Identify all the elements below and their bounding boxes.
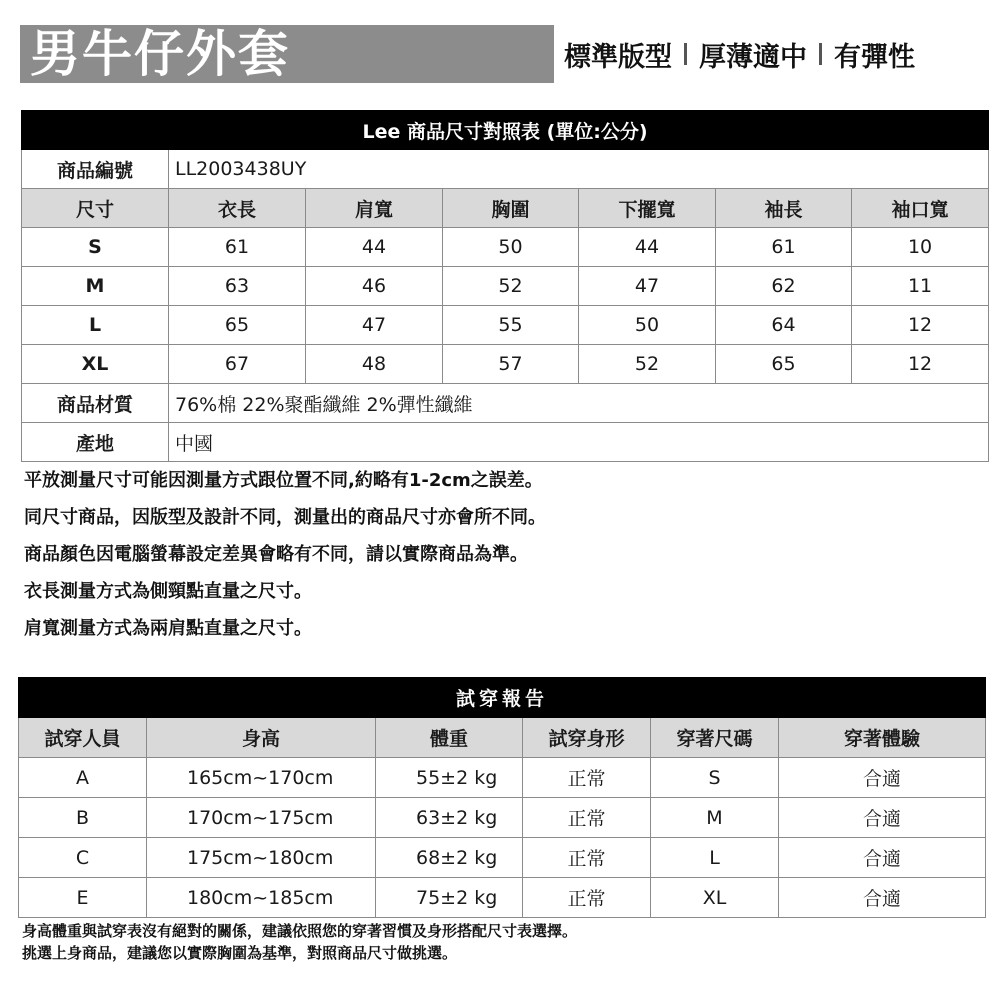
size-label: XL	[22, 345, 169, 384]
origin-row	[22, 423, 989, 462]
size-value: 10	[852, 228, 989, 267]
trial-cell: E	[19, 878, 147, 918]
size-value: 46	[306, 267, 443, 306]
trial-cell: 正常	[523, 878, 651, 918]
size-value: 55	[443, 306, 579, 345]
size-value: 47	[579, 267, 716, 306]
measurement-notes	[24, 462, 546, 647]
trial-cell: 170cm~175cm	[147, 798, 376, 838]
size-value: 65	[169, 306, 306, 345]
material-value: 76%棉 22%聚酯纖維 2%彈性纖維	[169, 384, 989, 423]
size-value: 11	[852, 267, 989, 306]
tag-divider	[684, 43, 687, 65]
trial-cell: S	[651, 758, 779, 798]
trial-column-header: 身高	[147, 718, 376, 758]
size-chart-table	[21, 110, 989, 462]
trial-column-header: 體重	[376, 718, 523, 758]
trial-cell: 55±2 kg	[376, 758, 523, 798]
trial-cell: 合適	[779, 758, 986, 798]
size-value: 52	[579, 345, 716, 384]
size-value: 61	[169, 228, 306, 267]
trial-column-header: 穿著體驗	[779, 718, 986, 758]
size-row	[22, 345, 989, 384]
footnote-item: 挑選上身商品，建議您以實際胸圍為基準，對照商品尺寸做挑選。	[22, 944, 458, 962]
size-column-header: 下擺寬	[579, 189, 716, 228]
trial-column-header: 試穿身形	[523, 718, 651, 758]
trial-cell: A	[19, 758, 147, 798]
trial-cell: 165cm~170cm	[147, 758, 376, 798]
origin-label: 產地	[22, 423, 169, 462]
material-row	[22, 384, 989, 423]
size-value: 52	[443, 267, 579, 306]
tag-divider	[819, 43, 822, 65]
product-code-value: LL2003438UY	[169, 150, 989, 189]
size-column-header: 肩寬	[306, 189, 443, 228]
product-code-label: 商品編號	[22, 150, 169, 189]
trial-cell: L	[651, 838, 779, 878]
size-label: S	[22, 228, 169, 267]
size-column-header: 胸圍	[443, 189, 579, 228]
size-value: 63	[169, 267, 306, 306]
size-value: 64	[716, 306, 852, 345]
trial-table-caption-row	[19, 678, 986, 718]
note-item: 衣長測量方式為側頸點直量之尺寸。	[24, 581, 312, 602]
size-value: 12	[852, 306, 989, 345]
size-value: 50	[579, 306, 716, 345]
trial-table-body	[19, 758, 986, 918]
material-label: 商品材質	[22, 384, 169, 423]
trial-row	[19, 878, 986, 918]
trial-cell: B	[19, 798, 147, 838]
note-item: 肩寬測量方式為兩肩點直量之尺寸。	[24, 618, 312, 639]
trial-cell: 63±2 kg	[376, 798, 523, 838]
trial-cell: 合適	[779, 838, 986, 878]
trial-column-header: 穿著尺碼	[651, 718, 779, 758]
size-table-caption: Lee 商品尺寸對照表 (單位:公分)	[22, 111, 989, 150]
size-value: 61	[716, 228, 852, 267]
size-table-header	[22, 189, 989, 228]
trial-cell: 合適	[779, 798, 986, 838]
tag-fit: 標準版型	[564, 41, 672, 73]
trial-cell: C	[19, 838, 147, 878]
size-value: 57	[443, 345, 579, 384]
size-column-header: 袖長	[716, 189, 852, 228]
size-value: 50	[443, 228, 579, 267]
size-value: 44	[579, 228, 716, 267]
size-label: M	[22, 267, 169, 306]
trial-cell: 正常	[523, 798, 651, 838]
trial-cell: 合適	[779, 878, 986, 918]
product-code-row	[22, 150, 989, 189]
note-item: 平放測量尺寸可能因測量方式跟位置不同,約略有1-2cm之誤差。	[24, 470, 543, 491]
fit-footnotes	[22, 920, 577, 964]
origin-value: 中國	[169, 423, 989, 462]
trial-cell: M	[651, 798, 779, 838]
trial-cell: 180cm~185cm	[147, 878, 376, 918]
tag-thickness: 厚薄適中	[699, 41, 807, 73]
trial-cell: 正常	[523, 838, 651, 878]
trial-row	[19, 798, 986, 838]
size-column-header: 衣長	[169, 189, 306, 228]
footnote-item: 身高體重與試穿表沒有絕對的關係，建議依照您的穿著習慣及身形搭配尺寸表選擇。	[22, 922, 578, 940]
size-value: 65	[716, 345, 852, 384]
size-table-body	[22, 228, 989, 384]
trial-cell: 175cm~180cm	[147, 838, 376, 878]
size-row	[22, 306, 989, 345]
note-item: 商品顏色因電腦螢幕設定差異會略有不同，請以實際商品為準。	[24, 544, 528, 565]
size-value: 67	[169, 345, 306, 384]
note-item: 同尺寸商品，因版型及設計不同，測量出的商品尺寸亦會所不同。	[24, 507, 546, 528]
size-column-header: 袖口寬	[852, 189, 989, 228]
size-label: L	[22, 306, 169, 345]
feature-tags	[564, 32, 915, 76]
trial-cell: 68±2 kg	[376, 838, 523, 878]
trial-report-table	[18, 677, 986, 918]
size-value: 62	[716, 267, 852, 306]
page-title: 男牛仔外套	[30, 25, 290, 83]
trial-cell: XL	[651, 878, 779, 918]
size-value: 47	[306, 306, 443, 345]
size-column-header: 尺寸	[22, 189, 169, 228]
size-table-caption-row	[22, 111, 989, 150]
trial-table-caption: 試穿報告	[19, 678, 986, 718]
size-row	[22, 267, 989, 306]
size-value: 44	[306, 228, 443, 267]
trial-row	[19, 838, 986, 878]
tag-stretch: 有彈性	[834, 41, 915, 73]
trial-table-header	[19, 718, 986, 758]
size-value: 48	[306, 345, 443, 384]
size-row	[22, 228, 989, 267]
trial-cell: 正常	[523, 758, 651, 798]
trial-column-header: 試穿人員	[19, 718, 147, 758]
trial-row	[19, 758, 986, 798]
size-value: 12	[852, 345, 989, 384]
trial-cell: 75±2 kg	[376, 878, 523, 918]
